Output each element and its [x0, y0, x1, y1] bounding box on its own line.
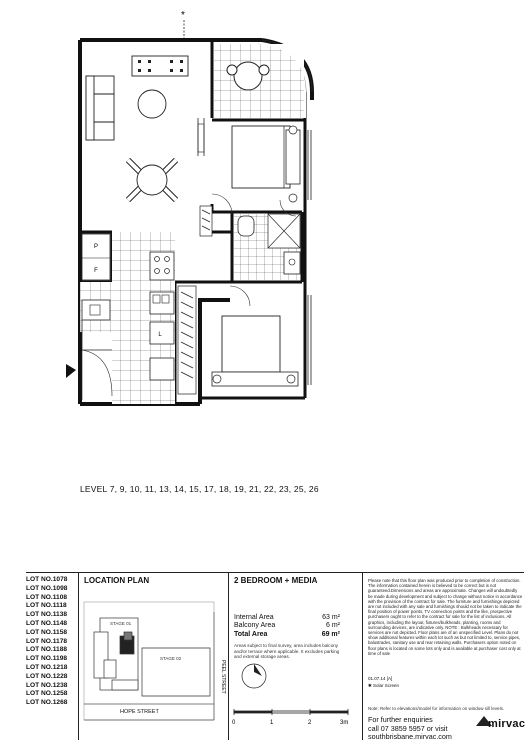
enquiries-line: call 07 3859 5957 or visit: [368, 723, 448, 733]
coffee-table: [138, 90, 166, 118]
lot-number: LOT NO.1078: [26, 576, 68, 583]
entry-marker: [66, 364, 76, 378]
peel-street-label: PEEL STREET: [220, 660, 226, 694]
solar-screen-legend: [368, 683, 399, 689]
legend-divider: [362, 572, 363, 740]
lot-number: LOT NO.1238: [26, 681, 68, 689]
stage1-label: STAGE 01: [110, 621, 132, 626]
solar-screen-icon: ✱: [368, 683, 372, 688]
laundry-label: L: [158, 332, 162, 338]
lot-number: LOT NO.1108: [26, 593, 68, 601]
lot-number: LOT NO.1158: [26, 628, 68, 636]
enquiries-line: For further enquiries: [368, 715, 433, 724]
disclaimer: Please note that this floor plan was produced prior to completion of construction. The information contained herein is believed to be correct but is not guaranteed.Dimensions and areas are approximate. Changes will undoubtedly be made during development and subject to change without notice in accordance with the provision of the contract for sale. The furniture and furnishings depicted are not included with any sale and furnishings should not be taken to indicate the final position of power points, TV connection points and the like, prospective purchasers ought to refer to the contract for sale for the list of inclusions. All graphics, including the layout, fixtures/bulkheads, planting, rooms and surrounding devices, are indicative only. NOTE : Bulkheads necessary for services are not depicted. Floor plans are of an unspecified Level. Plans do not show additional features within each lot such as but not limited to, service pipes, balustrades, sanitary use and rear retaining walls. Purchasers option noted on floor plans is located on some lots only and is available at purchaser cost only at time of sale: [368, 578, 523, 656]
area-row-total: [234, 631, 340, 639]
scale-label-3: 3m: [340, 720, 349, 726]
lot-number: LOT NO.1118: [26, 602, 67, 610]
lot-number: LOT NO.1178: [26, 637, 68, 645]
lot-number: LOT NO.1218: [26, 663, 68, 671]
brand-name: mirvac: [488, 718, 526, 730]
scale-label-1: 1: [270, 720, 274, 726]
hope-street-label: HOPE STREET: [120, 709, 159, 715]
lot-number: LOT NO.1198: [26, 655, 68, 663]
north-marker: *: [181, 10, 185, 21]
lot-list: [26, 576, 67, 708]
area-value: 69 m²: [321, 630, 340, 638]
stage2-label: STAGE 02: [160, 656, 182, 661]
legend-divider: [228, 572, 229, 740]
lot-number: LOT NO.1228: [26, 672, 68, 680]
lot-number: LOT NO.1188: [26, 646, 68, 654]
document-reference: 01.07.14 [A]: [368, 676, 393, 681]
area-value: 63 m²: [322, 614, 340, 621]
area-label: Total Area: [234, 630, 268, 638]
website-link[interactable]: southbrisbane.mirvac.com: [368, 732, 452, 742]
bed-2: [222, 316, 280, 372]
area-label: Balcony Area: [234, 622, 276, 630]
solar-screen-label: Solar Screen: [373, 683, 400, 688]
pantry-label: P: [93, 244, 99, 250]
location-plan-title: LOCATION PLAN: [84, 576, 150, 585]
legend-divider: [78, 572, 79, 740]
bed-1: [232, 126, 290, 188]
lot-number: LOT NO.1268: [26, 699, 68, 707]
lot-number: LOT NO.1148: [26, 619, 68, 627]
scale-label-0: 0: [232, 720, 236, 726]
area-value: 6 m²: [326, 622, 340, 630]
scale-label-2: 2: [308, 720, 312, 726]
levels-list: LEVEL 7, 9, 10, 11, 13, 14, 15, 17, 18, 19, 21, 22, 23, 25, 26: [80, 484, 319, 494]
unit-title: 2 BEDROOM + MEDIA: [234, 576, 318, 585]
window-sill-note: Note: Refer to elevations/model for information on window sill levels.: [368, 706, 505, 711]
location-plan-map: [84, 602, 214, 720]
sofa: [86, 76, 114, 140]
fridge-label: F: [94, 268, 98, 274]
enquiries: [368, 716, 452, 742]
area-row-internal: [234, 614, 340, 622]
lot-number: LOT NO.1098: [26, 584, 68, 592]
scale-bar: [234, 709, 348, 715]
area-row-balcony: [234, 622, 340, 630]
legend-top-rule: [26, 572, 524, 573]
area-note: Areas subject to final survey, area includes balcony and/or terrace where applicable. It excludes parking and external storage areas.: [234, 643, 340, 660]
area-label: Internal Area: [234, 614, 274, 621]
area-table: [234, 614, 340, 660]
lot-number: LOT NO.1258: [26, 690, 68, 698]
lot-number: LOT NO.1138: [26, 611, 68, 619]
dining-table: [128, 160, 176, 200]
